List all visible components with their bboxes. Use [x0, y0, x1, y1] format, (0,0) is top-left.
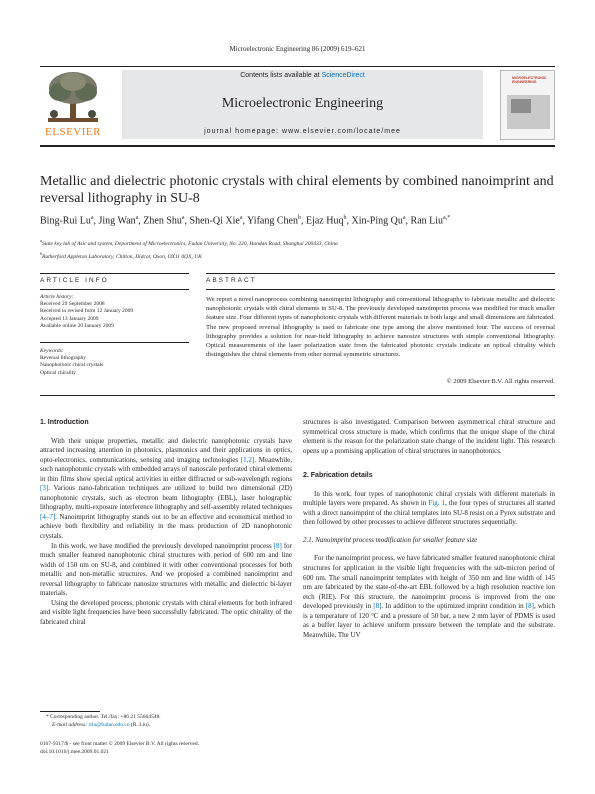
- citation-link[interactable]: [8]: [373, 602, 382, 611]
- cover-image-detail: [511, 99, 531, 113]
- affiliation-line: $^a$State key lab of Asic and system, Department of Microelectronics, Fudan University, No. 220, Handan Road, Shanghai 200433, China: [40, 238, 338, 247]
- history-accepted: Accepted 13 January 2009: [40, 315, 99, 322]
- abstract-bottom-rule: [40, 395, 555, 396]
- section-heading-introduction: 1. Introduction: [40, 419, 89, 426]
- author-affiliation-mark[interactable]: a: [239, 215, 243, 221]
- author-affiliation-mark[interactable]: a: [135, 215, 139, 221]
- footnote-rule: [40, 711, 100, 712]
- keyword-item: Optical chirality: [40, 369, 76, 376]
- history-received: Received 29 September 2008: [40, 301, 105, 308]
- body-left-column: [40, 418, 292, 627]
- history-online: Available online 20 January 2009: [40, 322, 114, 329]
- author-name: Shen-Qi Xie: [189, 215, 240, 227]
- author-affiliation-mark[interactable]: a: [402, 215, 406, 221]
- affiliation-line: $^b$Rutherford Appleton Laboratory, Chilton, Didcot, Oxon, OX11 0QX, UK: [40, 250, 202, 260]
- article-info-rule-top: [40, 273, 189, 274]
- author-name: Yifang Chen: [247, 215, 298, 227]
- journal-homepage[interactable]: journal homepage: www.elsevier.com/locate/mee: [204, 128, 401, 135]
- footnotes: [40, 714, 292, 729]
- abstract-copyright: © 2009 Elsevier B.V. All rights reserved.: [446, 378, 555, 385]
- citation-link[interactable]: [4–7]: [40, 512, 56, 521]
- citation-link[interactable]: [8]: [273, 541, 282, 550]
- journal-title: Microelectronic Engineering: [221, 96, 384, 111]
- history-revised: Received in revised form 12 January 2009: [40, 308, 134, 315]
- keywords-label: Keywords:: [40, 348, 64, 354]
- elsevier-wordmark: ELSEVIER: [45, 126, 101, 138]
- abstract-heading: ABSTRACT: [206, 277, 257, 284]
- keyword-item: Nanophotonic chiral crystals: [40, 362, 104, 369]
- email-note: E-mail address: rliu@fudan.edu.cn (R. Liu).: [52, 721, 151, 728]
- section-heading-fabrication: 2. Fabrication details: [303, 472, 373, 480]
- abstract-rule-bottom: [206, 289, 555, 290]
- article-history: [40, 294, 190, 330]
- article-info-divider: [40, 342, 189, 343]
- corresponding-author-note: * Corresponding author. Tel./fax: +86 21 55664548.: [46, 714, 161, 720]
- contents-line: [122, 72, 483, 79]
- article-info-rule-bottom: [40, 289, 189, 290]
- keywords: [40, 348, 190, 377]
- citation-link[interactable]: [1,2]: [240, 455, 255, 464]
- author-affiliation-mark[interactable]: a,*: [443, 215, 451, 221]
- author-list: Bing-Rui Lu$^a$, Jing Wan$^a$, Zhen Shu$^a$, Shen-Qi Xie$^a$, Yifang Chen$^b$, Ejaz Huq$^b$, Xin-Ping Qu$^a$, Ran Liu$^{a,*}$: [40, 215, 451, 227]
- doi-line[interactable]: doi:10.1016/j.mee.2009.01.021: [40, 748, 109, 755]
- journal-cover-thumbnail: [500, 70, 555, 140]
- author-name: Xin-Ping Qu: [351, 215, 403, 227]
- intro-paragraph-3-continued: structures is also investigated. Comparison between asymmetrical chiral structure and symmetrical cross structure is made, which confirms that the unique shape of the chiral element is the reason for the polarization state change of the incident light. This research opens up a promising application of chiral structures in nanophotonics.: [303, 418, 555, 455]
- history-label: Article history:: [40, 294, 74, 300]
- article-title: Metallic and dielectric photonic crystals with chiral elements by combined nanoimprint and reversal lithography in SU-8: [40, 174, 554, 206]
- figure-link[interactable]: Fig. 1: [428, 499, 446, 508]
- author-name: Ran Liu: [410, 215, 444, 227]
- fabrication-paragraph-1: In this work, four types of nanophotonic chiral crystals with different materials in multiple layers were prepared. As shown in Fig. 1, the four types of structures all started with a direct nanoimprint of the chiral templates into SU-8 resist on a Pyrex substrate and then followed by other processes to achieve different structures sequentially.: [303, 489, 555, 527]
- abstract-rule-top: [206, 273, 555, 274]
- author-name: Zhen Shu: [143, 215, 182, 227]
- nanoimprint-paragraph-1: For the nanoimprint process, we have fabricated smaller featured nanophotonic chiral structures for application in the visible light frequencies with the sub-micron period of 600 nm. The small nanoimprint templates with height of 350 nm and line width of 145 nm are fabricated by the state-of-the-art EBL followed by a high resolution reactive ion etch (RIE). For this structure, the nanoimprint process is improved from the one developed previously in [8]. In addition to the optimized imprint condition in [8], which is a temperature of 120 °C and a pressure of 50 bar, a new 2 mm layer of PDMS is used as a buffer layer to achieve uniform pressure between the template and the substrate. Meanwhile, The UV: [303, 554, 555, 639]
- author-affiliation-mark[interactable]: a: [181, 215, 185, 221]
- intro-paragraph-2: In this work, we have modified the previously developed nanoimprint process [8] for much smaller featured nanophotonic chiral structures with period of 600 nm and line width of 150 nm on SU-8, and combined it with other conventional processes for both metallic and non-metallic structures. And we proposed a combined nanoimprint and reversal lithography to fabricate nanosize structures with metallic and dielectric bi-layer materials.: [40, 541, 292, 598]
- header-top-rule: [40, 66, 555, 67]
- cover-title: MICROELECTRONIC ENGINEERING: [512, 76, 547, 84]
- intro-paragraph-1: With their unique properties, metallic and dielectric nanophotonic crystals have attracted increasing attention in photonics, plasmonics and their applications in optics, opto-electronics, communications, sensing and imaging technologies [1,2]. Meanwhile, such nanophotonic crystals with embedded arrays of nanoscale perforated chiral elements in thin films show special optical activities in either diffracted or sub-wavelength regions [3]. Various nano-fabrication techniques are utilized to build two dimensional (2D) nanophotonic crystals, such as electron beam lithography (EBL), laser holographic lithography, multi-exposure interference lithography and self-assembly related techniques [4–7]. Nanoimprint lithography stands out to be an effective and economical method to achieve both flexibility and reliability in the mass production of 2D nanophotonic crystals.: [40, 436, 292, 541]
- abstract-text: We report a novel nanoprocess combining nanoimprint lithography and conventional lithography to fabricate metallic and dielectric nanophotonic crystals with chiral elements in SU-8. The previously developed nanoimprint process was modified for much smaller feature size. Four different types of nanophotonic crystals with different materials in both large and small dimensions are fabricated. The new proposed reversal lithography is used to fabricate one type among the above mentioned four. The success of reversal lithography provides a solution for near-field lithography to achieve nanosize structures with simple conventional lithography. Optical measurements of the laser polarization state from the fabricated photonic crystals indicate an optical chirality which distinguishes the chiral elements from other normal symmetric structures.: [206, 296, 555, 359]
- author-affiliation-mark[interactable]: b: [297, 215, 301, 221]
- article-info-heading: ARTICLE INFO: [40, 277, 109, 284]
- header-bottom-rule: [40, 145, 555, 147]
- affiliations: [40, 236, 555, 262]
- author-name: Bing-Rui Lu: [40, 215, 91, 227]
- keyword-item: Reversal lithography: [40, 355, 86, 362]
- author-name: Ejaz Huq: [305, 215, 344, 227]
- citation-link[interactable]: [8]: [525, 602, 534, 611]
- contents-prefix: Contents lists available at: [240, 72, 320, 79]
- citation-link[interactable]: [3]: [40, 484, 49, 493]
- author-affiliation-mark[interactable]: a: [90, 215, 94, 221]
- front-matter: [40, 741, 340, 756]
- subsection-heading-nanoimprint: 2.1. Nanoimprint process modification for smaller feature size: [303, 535, 478, 544]
- intro-paragraph-3: Using the developed process, photonic crystals with chiral elements for both infrared and visible light frequencies have been successfully fabricated. The optic chirality of the fabricated chiral: [40, 598, 292, 626]
- email-link[interactable]: rliu@fudan.edu.cn: [88, 721, 130, 728]
- author-affiliation-mark[interactable]: b: [343, 215, 347, 221]
- body-right-column: [303, 418, 555, 640]
- sciencedirect-link[interactable]: ScienceDirect: [321, 72, 365, 79]
- author-name: Jing Wan: [98, 215, 136, 227]
- journal-reference: Microelectronic Engineering 86 (2009) 619–621: [229, 45, 366, 53]
- issn-line: 0167-9317/$ - see front matter © 2009 Elsevier B.V. All rights reserved.: [40, 741, 199, 747]
